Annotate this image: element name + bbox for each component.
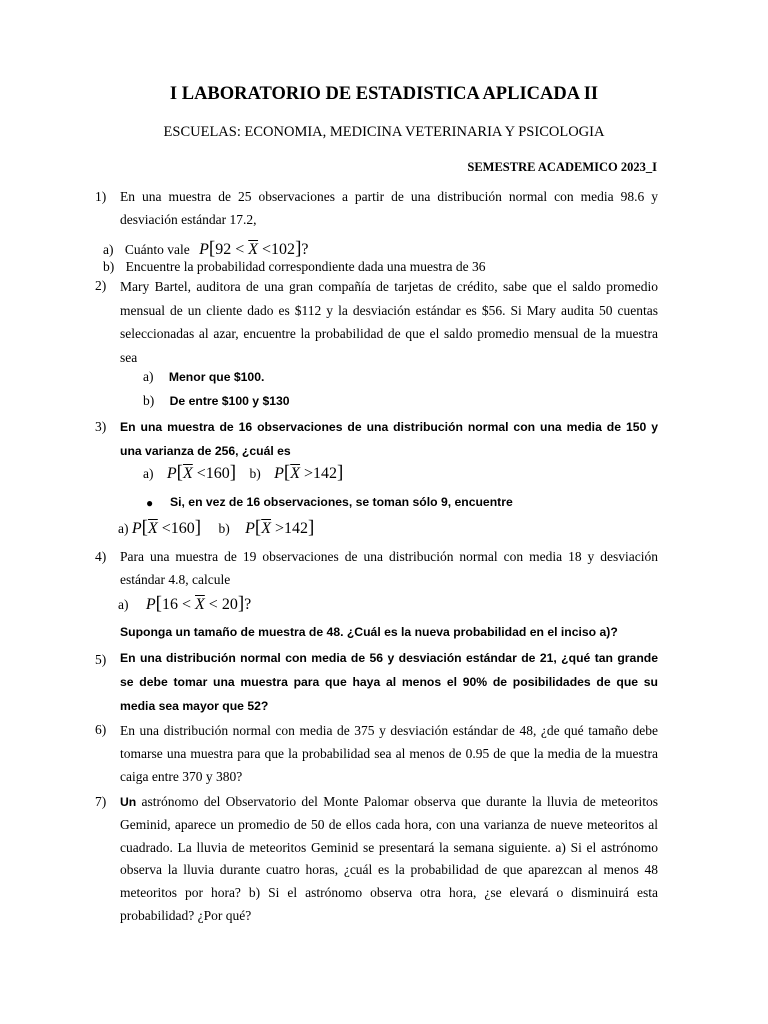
part-label: a) xyxy=(118,521,129,536)
problem-4-note: Suponga un tamaño de muestra de 48. ¿Cuál es la nueva probabilidad en el inciso a)? xyxy=(120,625,618,639)
probability-expression: $P[16 < \overline{X} < 20]$? xyxy=(145,593,252,614)
part-label: b) xyxy=(249,466,261,481)
probability-expression: $P[\overline{X} <160]$ xyxy=(166,462,237,483)
part-label: b) xyxy=(103,259,115,274)
semester-label: SEMESTRE ACADEMICO 2023_I xyxy=(467,160,657,174)
probability-expression: $P[92 < \overline{X} <102]$? xyxy=(199,238,309,259)
document-title: I LABORATORIO DE ESTADISTICA APLICADA II xyxy=(169,84,599,104)
problem-4-number: 4) xyxy=(95,549,107,564)
problem-3-number: 3) xyxy=(95,419,107,434)
problem-6-text: En una distribución normal con media de 375 y desviación estándar de 48, ¿de qué tamaño debe tomarse una muestra para que la probabilidad sea al menos de 0.95 de que la media de la muestra caiga entre 370 y 380? xyxy=(120,723,658,784)
problem-2-part-b xyxy=(143,393,290,409)
part-label: b) xyxy=(218,521,230,536)
bullet-icon: ● xyxy=(146,496,154,510)
part-text: Encuentre la probabilidad correspondiente dada una muestra de 36 xyxy=(125,259,486,274)
part-label: a) xyxy=(103,242,114,257)
document-subtitle: ESCUELAS: ECONOMIA, MEDICINA VETERINARIA Y PSICOLOGIA xyxy=(163,124,605,140)
problem-5-number: 5) xyxy=(95,652,107,667)
problem-3-parts-2 xyxy=(118,517,314,539)
probability-expression: $P[\overline{X} >142]$ xyxy=(245,517,315,538)
problem-3-text: En una muestra de 16 observaciones de una distribución normal con una media de 150 y una varianza de 256, ¿cuál es xyxy=(120,420,658,458)
part-text: Menor que $100. xyxy=(168,370,265,384)
part-label: a) xyxy=(143,369,154,384)
part-label: b) xyxy=(143,393,155,408)
problem-4-text: Para una muestra de 19 observaciones de una distribución normal con media 18 y desviación estándar 4.8, calcule xyxy=(120,549,658,587)
problem-2-part-a xyxy=(143,369,264,385)
problem-7-text xyxy=(120,791,658,928)
problem-1-text: En una muestra de 25 observaciones a partir de una distribución normal con media 98.6 y desviación estándar 17.2, xyxy=(120,189,658,227)
probability-expression: $P[\overline{X} <160]$ xyxy=(131,517,202,538)
problem-7-number: 7) xyxy=(95,794,107,809)
problem-7-body: astrónomo del Observatorio del Monte Palomar observa que durante la lluvia de meteoritos Geminid, aparece un promedio de 50 de ellos cada hora, con una varianza de nueve meteoritos al cuadrado. La lluvia de meteoritos Geminid se presentará la semana siguiente. a) Si el astrónomo observa la lluvia durante cuatro horas, ¿cuál es la probabilidad de que aparezcan al menos 48 meteoritos por hora? b) Si el astrónomo observa otra hora, ¿se elevará o disminuirá esta probabilidad? ¿Por qué? xyxy=(120,794,658,923)
problem-1-number: 1) xyxy=(95,189,107,204)
problem-5-text: En una distribución normal con media de 56 y desviación estándar de 21, ¿qué tan grande se debe tomar una muestra para que haya al menos el 90% de posibilidades de que su media sea mayor que 52? xyxy=(120,651,658,713)
problem-6-number: 6) xyxy=(95,722,107,737)
problem-7-lead: Un xyxy=(120,795,137,809)
part-label: a) xyxy=(118,597,129,612)
problem-3-parts xyxy=(143,462,343,484)
problem-1-part-b xyxy=(103,259,485,275)
probability-expression: $P[\overline{X} >142]$ xyxy=(274,462,344,483)
problem-4-part-a xyxy=(118,593,251,615)
part-text: Cuánto vale xyxy=(124,242,190,257)
problem-2-number: 2) xyxy=(95,278,107,293)
part-text: De entre $100 y $130 xyxy=(169,394,290,408)
part-label: a) xyxy=(143,466,154,481)
problem-3-bullet-text: Si, en vez de 16 observaciones, se toman sólo 9, encuentre xyxy=(170,495,513,509)
problem-1-part-a xyxy=(103,238,309,260)
problem-2-text: Mary Bartel, auditora de una gran compañía de tarjetas de crédito, sabe que el saldo promedio mensual de un cliente dado es $112 y la desviación estándar es $56. Si Mary audita 50 cuentas seleccionadas al azar, encuentre la probabilidad de que el saldo promedio mensual de la muestra sea xyxy=(120,279,658,365)
